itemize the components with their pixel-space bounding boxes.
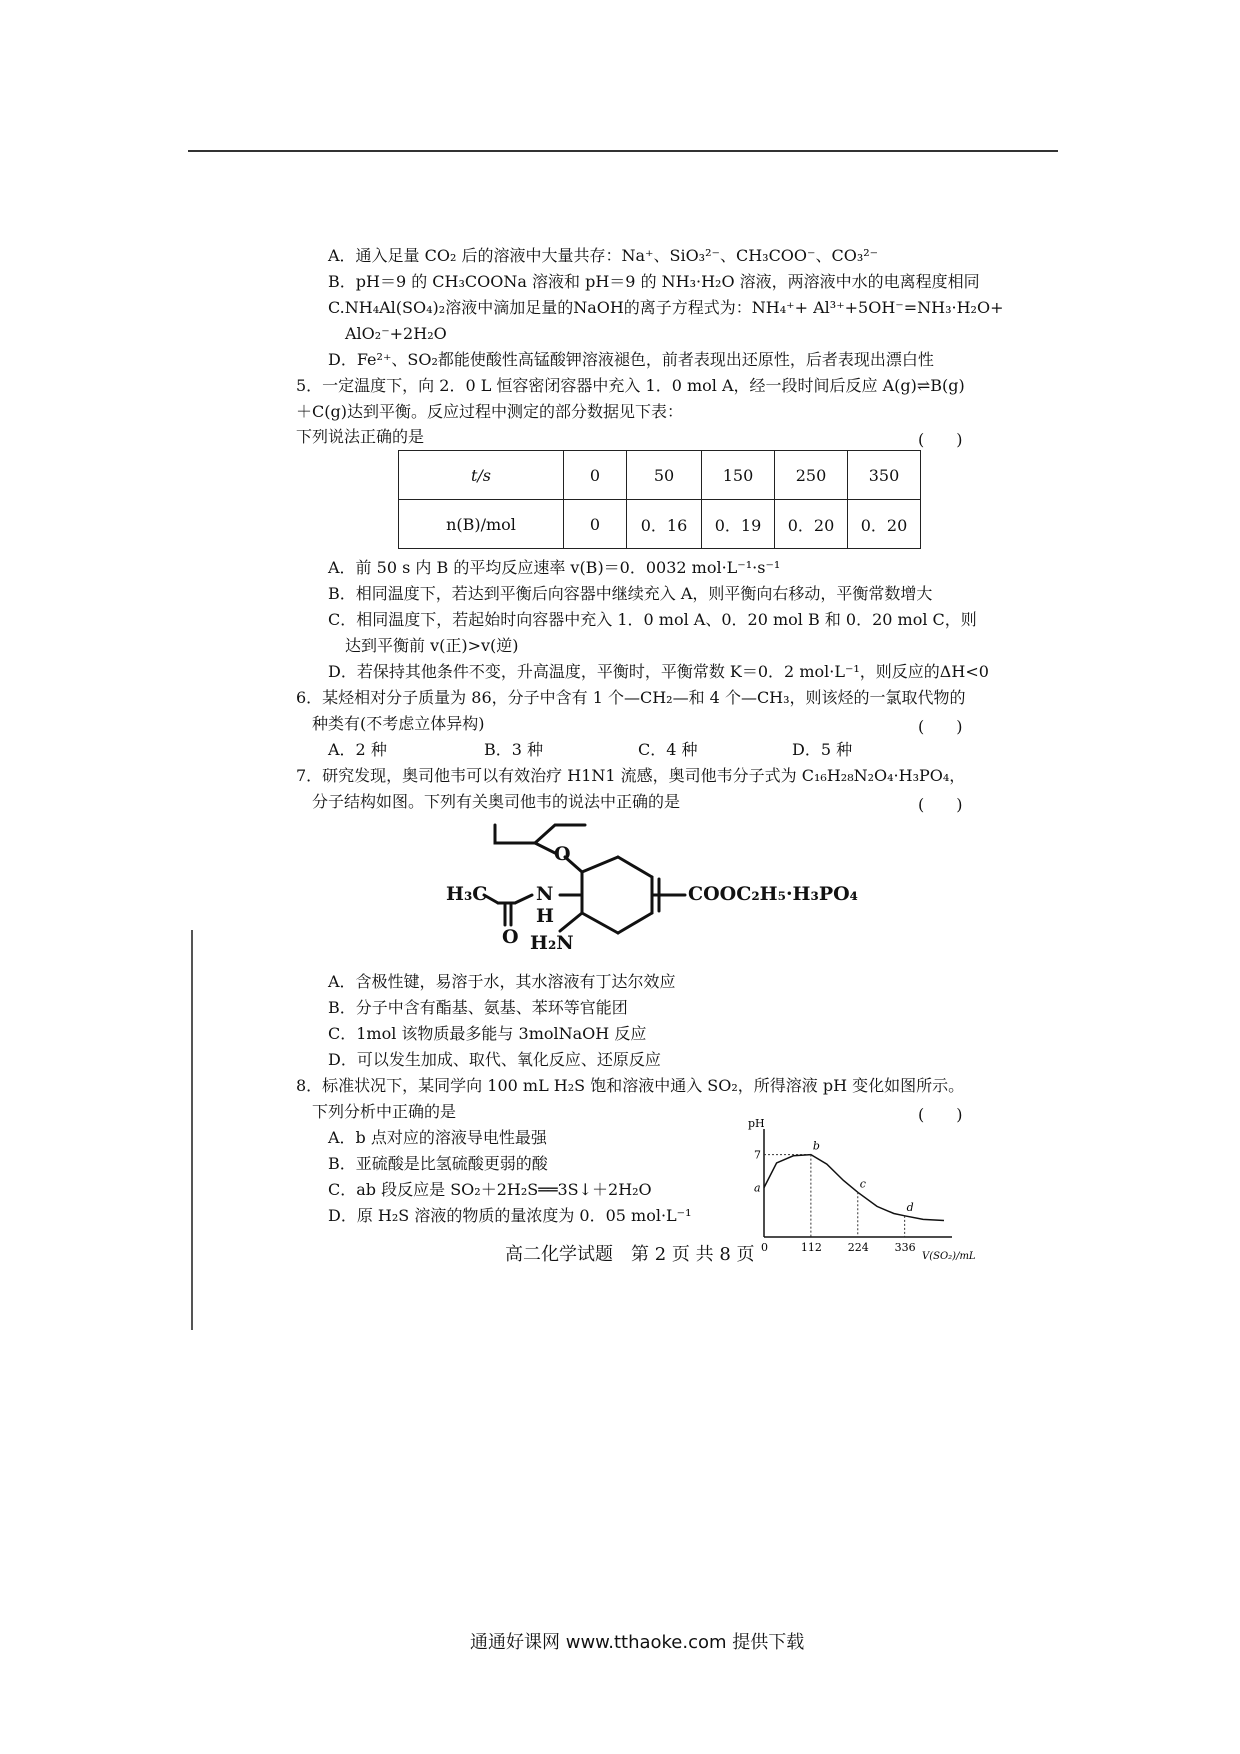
q5-option-c-line1: C．相同温度下，若起始时向容器中充入 1．0 mol A、0．20 mol B 和 0．20 mol C，则 xyxy=(328,610,977,629)
q8-option-b: B．亚硫酸是比氢硫酸更弱的酸 xyxy=(328,1154,548,1173)
mol-label-o-carbonyl: O xyxy=(502,926,519,948)
q4-option-c-line2: AlO₂⁻+2H₂O xyxy=(345,324,447,343)
q7-option-a: A．含极性键，易溶于水，其水溶液有丁达尔效应 xyxy=(328,972,676,991)
q5-stem-line3: 下列说法正确的是 xyxy=(296,427,425,446)
q6-answer-blank: ( ) xyxy=(918,717,963,736)
q5-option-d: D．若保持其他条件不变，升高温度，平衡时，平衡常数 K＝0．2 mol·L⁻¹，则反应的ΔH<0 xyxy=(328,662,989,681)
table-cell: 0．16 xyxy=(627,500,702,549)
q5-answer-blank: ( ) xyxy=(918,430,963,449)
q6-stem-line2: 种类有(不考虑立体异构) xyxy=(312,714,485,733)
table-row xyxy=(399,451,921,500)
q6-stem-line1: 6．某烃相对分子质量为 86，分子中含有 1 个—CH₂—和 4 个—CH₃，则该烃的一氯取代物的 xyxy=(296,688,966,707)
q6-option-b: B．3 种 xyxy=(484,740,544,759)
q5-option-b: B．相同温度下，若达到平衡后向容器中继续充入 A，则平衡向右移动，平衡常数增大 xyxy=(328,584,933,603)
q4-option-a: A．通入足量 CO₂ 后的溶液中大量共存：Na⁺、SiO₃²⁻、CH₃COO⁻、CO₃²⁻ xyxy=(328,246,879,265)
table-row xyxy=(399,500,921,549)
x-tick-label: 0 xyxy=(761,1241,768,1254)
q6-option-d: D．5 种 xyxy=(792,740,853,759)
mol-label-n: N xyxy=(536,883,554,905)
mol-label-h3c: H₃C xyxy=(446,883,488,905)
q4-option-c-line1: C.NH₄Al(SO₄)₂溶液中滴加足量的NaOH的离子方程式为：NH₄⁺+ Al³⁺+5OH⁻=NH₃·H₂O+ xyxy=(328,298,1004,317)
table-cell: 0 xyxy=(564,500,627,549)
x-tick-label: 224 xyxy=(847,1241,869,1254)
y-tick-label: 7 xyxy=(754,1148,761,1162)
mol-label-h2n: H₂N xyxy=(530,932,574,954)
q8-answer-blank: ( ) xyxy=(918,1105,963,1124)
q6-option-a: A．2 种 xyxy=(328,740,387,759)
q7-option-c: C．1mol 该物质最多能与 3molNaOH 反应 xyxy=(328,1024,647,1043)
x-tick-label: 112 xyxy=(800,1241,822,1254)
ph-chart xyxy=(740,1115,976,1262)
q4-option-b: B．pH＝9 的 CH₃COONa 溶液和 pH＝9 的 NH₃·H₂O 溶液，两溶液中水的电离程度相同 xyxy=(328,272,980,291)
ph-curve xyxy=(764,1155,944,1221)
table-cell: 50 xyxy=(627,451,702,500)
point-label: d xyxy=(906,1200,914,1214)
q7-option-d: D．可以发生加成、取代、氧化反应、还原反应 xyxy=(328,1050,661,1069)
table-header-cell: n(B)/mol xyxy=(399,500,564,549)
q5-data-table xyxy=(398,450,921,549)
q7-stem-line2: 分子结构如图。下列有关奥司他韦的说法中正确的是 xyxy=(312,792,681,811)
table-cell: 0．20 xyxy=(775,500,848,549)
q5-stem-line1: 5．一定温度下，向 2．0 L 恒容密闭容器中充入 1．0 mol A，经一段时间后反应 A(g)⇌B(g) xyxy=(296,376,965,395)
q4-option-d: D．Fe²⁺、SO₂都能使酸性高锰酸钾溶液褪色，前者表现出还原性，后者表现出漂白性 xyxy=(328,350,934,369)
point-label: c xyxy=(859,1177,866,1191)
q8-stem-line2: 下列分析中正确的是 xyxy=(312,1102,457,1121)
mol-label-o: O xyxy=(554,843,571,865)
q7-option-b: B．分子中含有酯基、氨基、苯环等官能团 xyxy=(328,998,628,1017)
q8-option-d: D．原 H₂S 溶液的物质的量浓度为 0．05 mol·L⁻¹ xyxy=(328,1206,692,1225)
x-axis-label: V(SO₂)/mL xyxy=(922,1251,976,1262)
table-cell: 0 xyxy=(564,451,627,500)
watermark-footer: 通通好课网 www.tthaoke.com 提供下载 xyxy=(470,1632,805,1653)
point-label: b xyxy=(812,1139,820,1153)
table-cell: 150 xyxy=(702,451,775,500)
q5-option-a: A．前 50 s 内 B 的平均反应速率 v(B)＝0．0032 mol·L⁻¹·s⁻¹ xyxy=(328,558,781,577)
table-cell: 350 xyxy=(848,451,921,500)
x-tick-label: 336 xyxy=(894,1241,916,1254)
table-header-cell: t/s xyxy=(399,451,564,500)
q5-stem-line2: ＋C(g)达到平衡。反应过程中测定的部分数据见下表： xyxy=(296,402,683,421)
table-cell: 0．20 xyxy=(848,500,921,549)
q7-stem-line1: 7．研究发现，奥司他韦可以有效治疗 H1N1 流感，奥司他韦分子式为 C₁₆H₂₈N₂O₄·H₃PO₄， xyxy=(296,766,966,785)
top-rule xyxy=(188,150,1058,152)
y-axis-label: pH xyxy=(748,1117,765,1130)
table-cell: 0．19 xyxy=(702,500,775,549)
left-margin-rule xyxy=(191,930,193,1330)
mol-label-h: H xyxy=(536,905,554,927)
point-label: a xyxy=(754,1181,761,1195)
q7-answer-blank: ( ) xyxy=(918,795,963,814)
q8-option-c: C．ab 段反应是 SO₂＋2H₂S══3S↓＋2H₂O xyxy=(328,1180,652,1199)
mol-label-ester: COOC₂H₅·H₃PO₄ xyxy=(688,883,858,905)
page-label: 高二化学试题 第 2 页 共 8 页 xyxy=(505,1244,755,1265)
q5-option-c-line2: 达到平衡前 v(正)>v(逆) xyxy=(345,636,519,655)
table-cell: 250 xyxy=(775,451,848,500)
q8-stem-line1: 8．标准状况下，某同学向 100 mL H₂S 饱和溶液中通入 SO₂，所得溶液 pH 变化如图所示。 xyxy=(296,1076,965,1095)
q6-option-c: C．4 种 xyxy=(638,740,698,759)
q8-option-a: A．b 点对应的溶液导电性最强 xyxy=(328,1128,547,1147)
